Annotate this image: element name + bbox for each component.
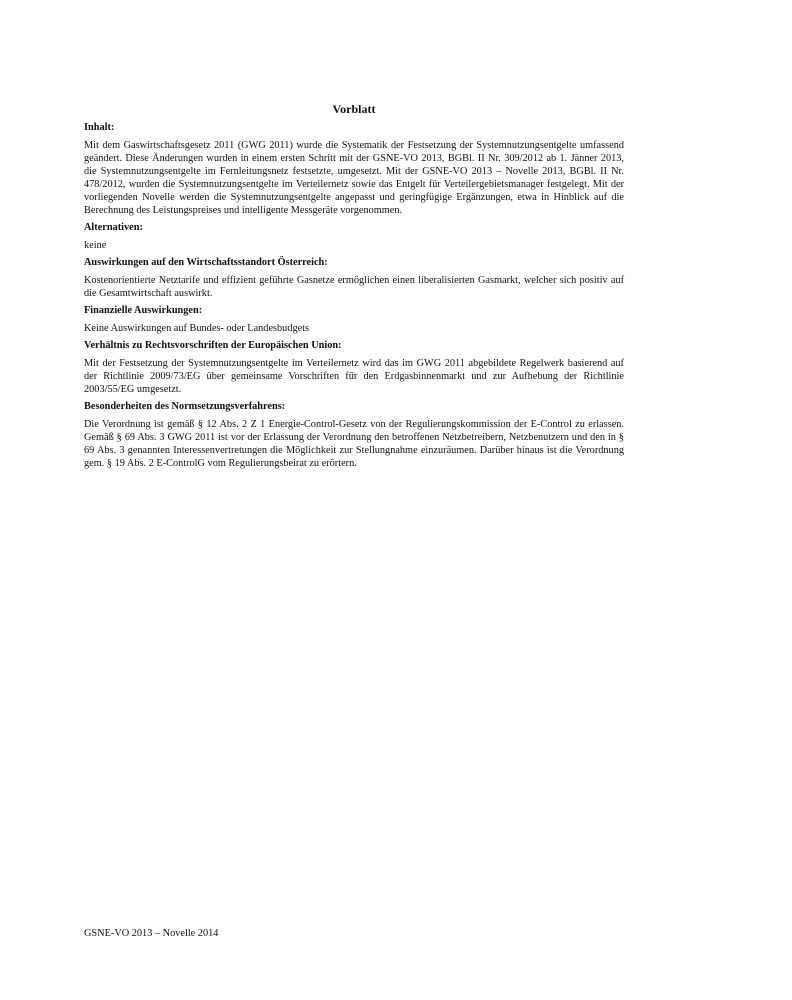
section-normsetzungsverfahren <box>84 400 624 470</box>
section-finanzielle-auswirkungen <box>84 304 624 335</box>
section-heading: Inhalt: <box>84 122 115 133</box>
section-heading: Alternativen: <box>84 222 143 233</box>
section-eu-recht <box>84 339 624 396</box>
section-heading: Auswirkungen auf den Wirtschaftsstandort Österreich: <box>84 257 328 268</box>
section-body: Kostenorientierte Netztarife und effizient geführte Gasnetze ermöglichen einen liberalisierten Gasmarkt, welcher sich positiv auf die Gesamtwirtschaft auswirkt. <box>84 275 624 299</box>
section-body: keine <box>84 240 107 251</box>
section-heading: Finanzielle Auswirkungen: <box>84 305 203 316</box>
document-title: Vorblatt <box>332 102 376 116</box>
section-heading: Besonderheiten des Normsetzungsverfahrens: <box>84 401 286 412</box>
section-body: Mit der Festsetzung der Systemnutzungsentgelte im Verteilernetz wird das im GWG 2011 abgebildete Regelwerk basierend auf der Richtlinie 2009/73/EG über gemeinsame Vorschriften für den Erdgasbinnenmarkt und zur Aufhebung der Richtlinie 2003/55/EG umgesetzt. <box>84 358 624 395</box>
page-footer: GSNE-VO 2013 – Novelle 2014 <box>84 928 219 939</box>
section-body: Die Verordnung ist gemäß § 12 Abs. 2 Z 1 Energie-Control-Gesetz von der Regulierungskommission der E-Control zu erlassen. Gemäß § 69 Abs. 3 GWG 2011 ist vor der Erlassung der Verordnung den betroffenen Netzbetreibern, Netzbenutzern und den in § 69 Abs. 3 genannten Interessenvertretungen die Möglichkeit zur Stellungnahme einzuräumen. Darüber hinaus ist die Verordnung gem. § 19 Abs. 2 E-ControlG vom Regulierungsbeirat zu erörtern. <box>84 419 624 469</box>
section-heading: Verhältnis zu Rechtsvorschriften der Europäischen Union: <box>84 340 342 351</box>
section-body: Mit dem Gaswirtschaftsgesetz 2011 (GWG 2011) wurde die Systematik der Festsetzung der Systemnutzungsentgelte umfassend geändert. Diese Änderungen wurden in einem ersten Schritt mit der GSNE-VO 2013, BGBl. II Nr. 309/2012 ab 1. Jänner 2013, die Systemnutzungsentgelte im Fernleitungsnetz festsetzte, umgesetzt. Mit der GSNE-VO 2013 – Novelle 2013, BGBl. II Nr. 478/2012, wurden die Systemnutzungsentgelte im Verteilernetz sowie das Entgelt für Verteilergebietsmanager festgelegt. Mit der vorliegenden Novelle werden die Systemnutzungsentgelte angepasst und geringfügige Ergänzungen, etwa in Hinblick auf die Berechnung des Leistungspreises und intelligente Messgeräte vorgenommen. <box>84 140 624 216</box>
section-inhalt <box>84 121 624 217</box>
section-body: Keine Auswirkungen auf Bundes- oder Landesbudgets <box>84 323 310 334</box>
document-page <box>84 101 624 474</box>
section-alternativen <box>84 221 624 252</box>
section-wirtschaftsstandort <box>84 256 624 300</box>
